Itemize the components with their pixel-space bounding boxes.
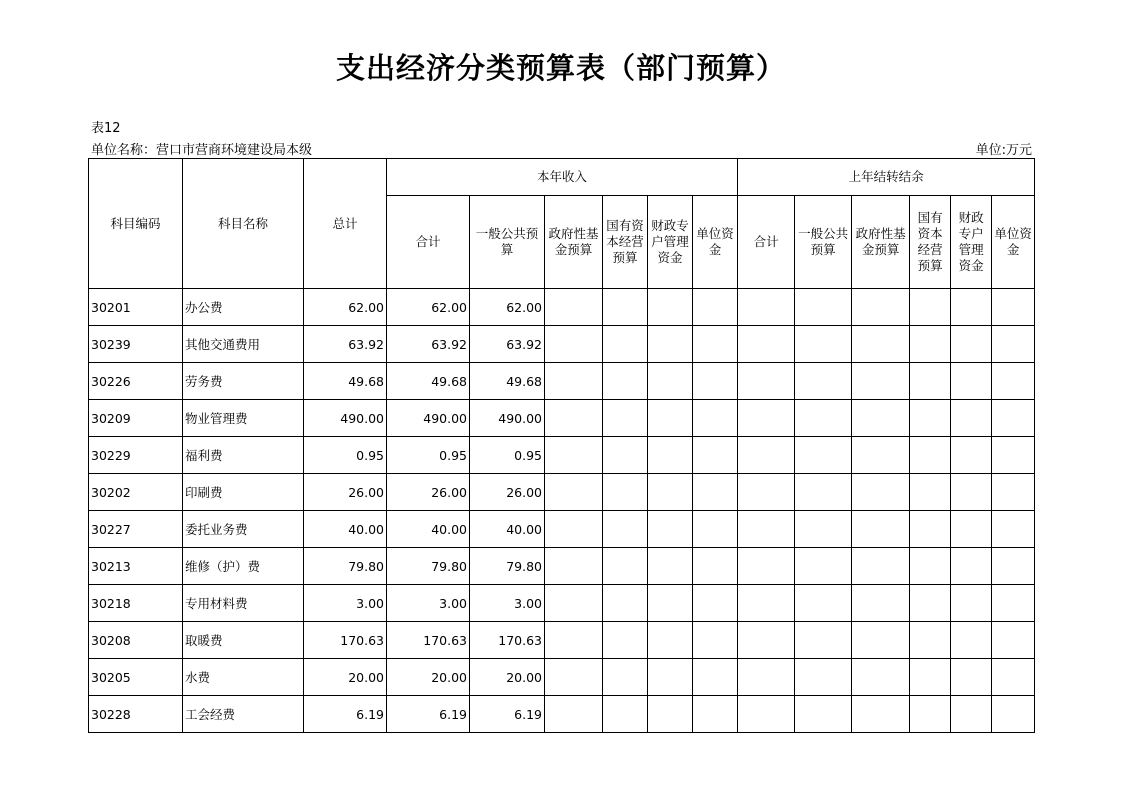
cell-name: 水费 — [183, 659, 304, 696]
cell-carryover-state-capital — [910, 548, 951, 585]
cell-carryover-state-capital — [910, 400, 951, 437]
cell-current-state-capital — [603, 622, 648, 659]
cell-carryover-unit-funds — [992, 400, 1035, 437]
cell-current-unit-funds — [693, 511, 738, 548]
cell-code: 30227 — [89, 511, 183, 548]
cell-current-unit-funds — [693, 363, 738, 400]
cell-carryover-general — [795, 511, 852, 548]
cell-current-sum: 49.68 — [387, 363, 470, 400]
cell-total: 62.00 — [304, 289, 387, 326]
cell-carryover-unit-funds — [992, 511, 1035, 548]
cell-carryover-fund — [852, 474, 910, 511]
cell-carryover-state-capital — [910, 585, 951, 622]
cell-carryover-general — [795, 622, 852, 659]
unit-name-label: 单位名称：营口市营商环境建设局本级 — [91, 143, 313, 158]
cell-current-fund — [545, 363, 603, 400]
cell-current-general: 490.00 — [470, 400, 545, 437]
cell-name: 劳务费 — [183, 363, 304, 400]
cell-current-state-capital — [603, 289, 648, 326]
cell-name: 办公费 — [183, 289, 304, 326]
cell-current-sum: 0.95 — [387, 437, 470, 474]
cell-total: 79.80 — [304, 548, 387, 585]
cell-code: 30209 — [89, 400, 183, 437]
cell-carryover-special-account — [951, 437, 992, 474]
header-current-state-capital: 国有资本经营预算 — [603, 196, 648, 289]
cell-current-state-capital — [603, 548, 648, 585]
cell-total: 3.00 — [304, 585, 387, 622]
cell-current-special-account — [648, 400, 693, 437]
cell-current-sum: 26.00 — [387, 474, 470, 511]
cell-current-general: 170.63 — [470, 622, 545, 659]
cell-current-state-capital — [603, 659, 648, 696]
cell-current-sum: 40.00 — [387, 511, 470, 548]
cell-name: 工会经费 — [183, 696, 304, 733]
cell-carryover-unit-funds — [992, 622, 1035, 659]
table-row — [89, 511, 1035, 548]
cell-carryover-state-capital — [910, 289, 951, 326]
cell-carryover-state-capital — [910, 511, 951, 548]
cell-carryover-state-capital — [910, 696, 951, 733]
cell-carryover-fund — [852, 659, 910, 696]
cell-current-unit-funds — [693, 622, 738, 659]
cell-carryover-sum — [738, 400, 795, 437]
table-row — [89, 548, 1035, 585]
cell-carryover-general — [795, 474, 852, 511]
cell-current-special-account — [648, 474, 693, 511]
header-carryover-special-account: 财政专户管理资金 — [951, 196, 992, 289]
cell-carryover-fund — [852, 548, 910, 585]
cell-current-fund — [545, 326, 603, 363]
cell-current-general: 26.00 — [470, 474, 545, 511]
cell-code: 30228 — [89, 696, 183, 733]
cell-carryover-special-account — [951, 289, 992, 326]
currency-unit-label: 单位:万元 — [975, 143, 1032, 158]
cell-total: 26.00 — [304, 474, 387, 511]
cell-carryover-general — [795, 585, 852, 622]
cell-carryover-state-capital — [910, 622, 951, 659]
cell-current-special-account — [648, 696, 693, 733]
budget-table — [88, 158, 1035, 733]
cell-current-general: 79.80 — [470, 548, 545, 585]
cell-current-state-capital — [603, 511, 648, 548]
cell-carryover-general — [795, 289, 852, 326]
header-current-sum: 合计 — [387, 196, 470, 289]
cell-current-fund — [545, 696, 603, 733]
cell-current-sum: 62.00 — [387, 289, 470, 326]
cell-carryover-general — [795, 548, 852, 585]
cell-name: 维修（护）费 — [183, 548, 304, 585]
cell-current-special-account — [648, 585, 693, 622]
header-current-unit-funds: 单位资金 — [693, 196, 738, 289]
cell-current-unit-funds — [693, 696, 738, 733]
cell-carryover-sum — [738, 289, 795, 326]
table-row — [89, 622, 1035, 659]
cell-code: 30213 — [89, 548, 183, 585]
cell-current-general: 20.00 — [470, 659, 545, 696]
cell-current-sum: 490.00 — [387, 400, 470, 437]
cell-code: 30201 — [89, 289, 183, 326]
cell-current-general: 0.95 — [470, 437, 545, 474]
cell-current-special-account — [648, 548, 693, 585]
cell-current-fund — [545, 511, 603, 548]
cell-carryover-special-account — [951, 696, 992, 733]
cell-carryover-unit-funds — [992, 326, 1035, 363]
cell-current-fund — [545, 659, 603, 696]
cell-current-sum: 6.19 — [387, 696, 470, 733]
cell-carryover-sum — [738, 511, 795, 548]
header-carryover-unit-funds: 单位资金 — [992, 196, 1035, 289]
cell-current-unit-funds — [693, 326, 738, 363]
cell-carryover-special-account — [951, 511, 992, 548]
cell-code: 30229 — [89, 437, 183, 474]
table-row — [89, 585, 1035, 622]
cell-current-special-account — [648, 659, 693, 696]
header-carryover: 上年结转结余 — [738, 159, 1035, 196]
cell-code: 30205 — [89, 659, 183, 696]
cell-carryover-sum — [738, 585, 795, 622]
cell-name: 专用材料费 — [183, 585, 304, 622]
cell-carryover-unit-funds — [992, 474, 1035, 511]
cell-current-unit-funds — [693, 659, 738, 696]
cell-carryover-special-account — [951, 400, 992, 437]
cell-code: 30218 — [89, 585, 183, 622]
cell-current-fund — [545, 474, 603, 511]
cell-current-unit-funds — [693, 437, 738, 474]
table-row — [89, 474, 1035, 511]
cell-current-fund — [545, 437, 603, 474]
cell-carryover-sum — [738, 622, 795, 659]
cell-carryover-state-capital — [910, 437, 951, 474]
cell-carryover-special-account — [951, 363, 992, 400]
cell-carryover-state-capital — [910, 659, 951, 696]
cell-total: 0.95 — [304, 437, 387, 474]
cell-carryover-fund — [852, 511, 910, 548]
header-carryover-general: 一般公共预算 — [795, 196, 852, 289]
cell-carryover-state-capital — [910, 363, 951, 400]
cell-carryover-special-account — [951, 548, 992, 585]
cell-carryover-general — [795, 659, 852, 696]
cell-total: 49.68 — [304, 363, 387, 400]
cell-carryover-special-account — [951, 474, 992, 511]
cell-current-special-account — [648, 289, 693, 326]
cell-carryover-fund — [852, 585, 910, 622]
cell-current-unit-funds — [693, 474, 738, 511]
cell-current-state-capital — [603, 474, 648, 511]
header-current-year-income: 本年收入 — [387, 159, 738, 196]
cell-current-special-account — [648, 437, 693, 474]
cell-current-state-capital — [603, 363, 648, 400]
header-carryover-sum: 合计 — [738, 196, 795, 289]
cell-carryover-unit-funds — [992, 363, 1035, 400]
cell-current-general: 6.19 — [470, 696, 545, 733]
cell-name: 取暖费 — [183, 622, 304, 659]
cell-current-fund — [545, 548, 603, 585]
cell-current-general: 40.00 — [470, 511, 545, 548]
table-row — [89, 326, 1035, 363]
cell-total: 20.00 — [304, 659, 387, 696]
cell-current-unit-funds — [693, 585, 738, 622]
cell-carryover-sum — [738, 474, 795, 511]
cell-carryover-unit-funds — [992, 659, 1035, 696]
cell-carryover-fund — [852, 326, 910, 363]
cell-current-state-capital — [603, 585, 648, 622]
cell-current-fund — [545, 289, 603, 326]
cell-code: 30202 — [89, 474, 183, 511]
cell-total: 490.00 — [304, 400, 387, 437]
table-row — [89, 363, 1035, 400]
cell-carryover-fund — [852, 289, 910, 326]
cell-carryover-sum — [738, 363, 795, 400]
cell-carryover-fund — [852, 696, 910, 733]
cell-carryover-sum — [738, 326, 795, 363]
table-body — [89, 289, 1035, 733]
table-number: 表12 — [91, 121, 121, 136]
cell-name: 委托业务费 — [183, 511, 304, 548]
cell-carryover-general — [795, 363, 852, 400]
cell-code: 30239 — [89, 326, 183, 363]
cell-current-fund — [545, 622, 603, 659]
header-current-general: 一般公共预算 — [470, 196, 545, 289]
cell-carryover-unit-funds — [992, 548, 1035, 585]
cell-carryover-unit-funds — [992, 585, 1035, 622]
cell-carryover-unit-funds — [992, 696, 1035, 733]
cell-current-sum: 79.80 — [387, 548, 470, 585]
cell-current-sum: 3.00 — [387, 585, 470, 622]
cell-carryover-special-account — [951, 622, 992, 659]
header-total: 总计 — [304, 159, 387, 289]
table-row — [89, 400, 1035, 437]
table-row — [89, 437, 1035, 474]
cell-carryover-general — [795, 400, 852, 437]
cell-current-sum: 170.63 — [387, 622, 470, 659]
cell-current-special-account — [648, 363, 693, 400]
cell-total: 40.00 — [304, 511, 387, 548]
header-current-fund: 政府性基金预算 — [545, 196, 603, 289]
cell-current-state-capital — [603, 326, 648, 363]
header-carryover-fund: 政府性基金预算 — [852, 196, 910, 289]
cell-current-special-account — [648, 511, 693, 548]
cell-carryover-sum — [738, 659, 795, 696]
cell-current-unit-funds — [693, 400, 738, 437]
cell-code: 30226 — [89, 363, 183, 400]
cell-current-state-capital — [603, 437, 648, 474]
cell-carryover-special-account — [951, 585, 992, 622]
cell-carryover-sum — [738, 437, 795, 474]
cell-carryover-state-capital — [910, 326, 951, 363]
cell-current-fund — [545, 400, 603, 437]
cell-total: 63.92 — [304, 326, 387, 363]
cell-carryover-fund — [852, 437, 910, 474]
cell-current-fund — [545, 585, 603, 622]
cell-current-general: 3.00 — [470, 585, 545, 622]
cell-carryover-sum — [738, 696, 795, 733]
cell-current-special-account — [648, 622, 693, 659]
page-title: 支出经济分类预算表（部门预算） — [335, 51, 786, 85]
cell-carryover-fund — [852, 622, 910, 659]
table-row — [89, 696, 1035, 733]
cell-current-general: 63.92 — [470, 326, 545, 363]
cell-carryover-special-account — [951, 659, 992, 696]
cell-name: 其他交通费用 — [183, 326, 304, 363]
cell-current-sum: 20.00 — [387, 659, 470, 696]
cell-total: 6.19 — [304, 696, 387, 733]
cell-current-general: 62.00 — [470, 289, 545, 326]
cell-current-state-capital — [603, 400, 648, 437]
table-row — [89, 289, 1035, 326]
header-name: 科目名称 — [183, 159, 304, 289]
table-row — [89, 659, 1035, 696]
cell-carryover-sum — [738, 548, 795, 585]
cell-code: 30208 — [89, 622, 183, 659]
cell-current-unit-funds — [693, 548, 738, 585]
cell-current-unit-funds — [693, 289, 738, 326]
cell-carryover-general — [795, 437, 852, 474]
cell-name: 印刷费 — [183, 474, 304, 511]
cell-carryover-state-capital — [910, 474, 951, 511]
cell-carryover-unit-funds — [992, 437, 1035, 474]
cell-total: 170.63 — [304, 622, 387, 659]
header-carryover-state-capital: 国有资本经营预算 — [910, 196, 951, 289]
cell-current-general: 49.68 — [470, 363, 545, 400]
cell-carryover-fund — [852, 363, 910, 400]
header-current-special-account: 财政专户管理资金 — [648, 196, 693, 289]
cell-carryover-fund — [852, 400, 910, 437]
cell-carryover-general — [795, 326, 852, 363]
cell-carryover-general — [795, 696, 852, 733]
cell-current-special-account — [648, 326, 693, 363]
cell-current-sum: 63.92 — [387, 326, 470, 363]
cell-name: 物业管理费 — [183, 400, 304, 437]
header-code: 科目编码 — [89, 159, 183, 289]
cell-name: 福利费 — [183, 437, 304, 474]
cell-carryover-unit-funds — [992, 289, 1035, 326]
cell-carryover-special-account — [951, 326, 992, 363]
cell-current-state-capital — [603, 696, 648, 733]
